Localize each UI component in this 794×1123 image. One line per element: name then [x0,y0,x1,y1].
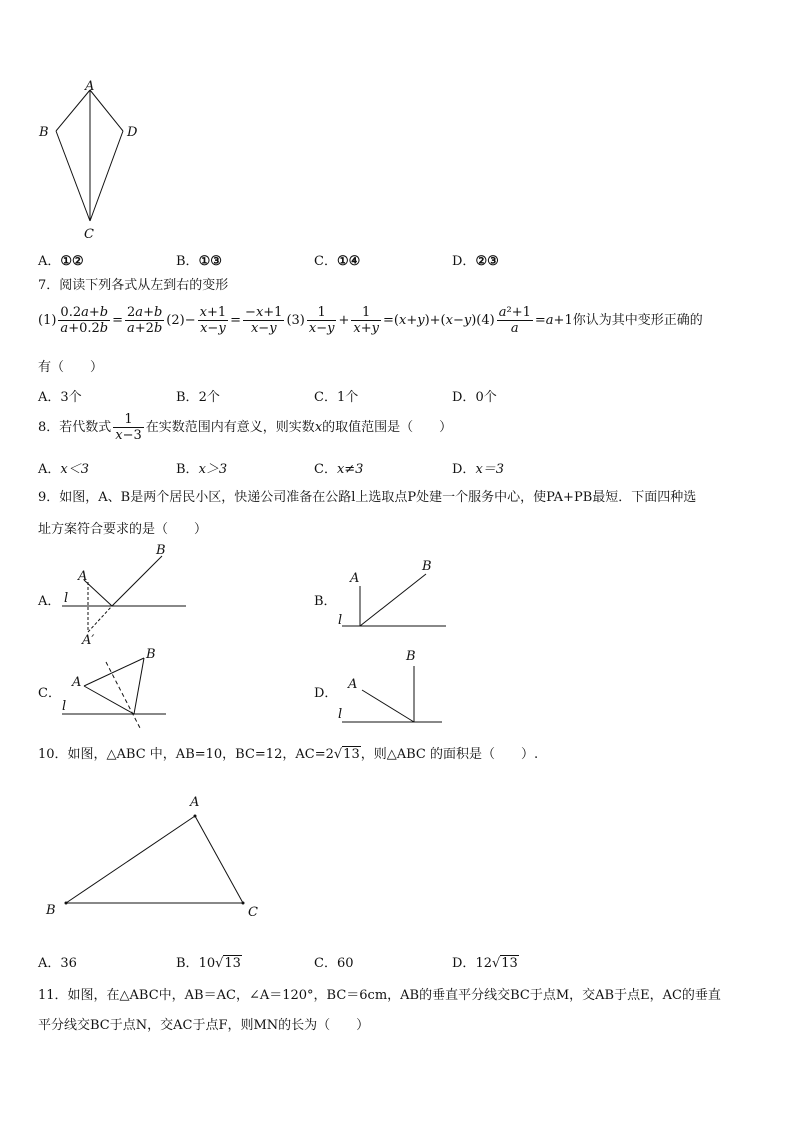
q9c-label-l: l [62,699,67,714]
q7-stem: 7．阅读下列各式从左到右的变形 [38,278,229,293]
q9c-label-b: B [146,647,156,662]
q6-option-d[interactable]: D．②③ [452,254,499,269]
q10-label-c: C [248,905,258,920]
q9b-label-l: l [338,613,343,628]
q7-option-d[interactable]: D．0个 [452,390,497,405]
q10-option-b[interactable]: B．10√13 [176,956,241,971]
q9a-label-l: l [64,591,69,606]
q9c-label-a: A [72,675,82,690]
kite-label-c: C [84,227,94,242]
kite-edge-bc [56,131,90,221]
kite-label-a: A [85,79,95,94]
q9-figure-d [336,644,446,728]
kite-edge-ad [90,90,123,131]
q7-formula-tail: 你认为其中变形正确的 [572,313,703,328]
q7-option-b[interactable]: B．2个 [176,390,220,405]
q9-option-c[interactable]: C． [38,686,61,701]
q6-option-c[interactable]: C．①④ [314,254,361,269]
q10-edge-ab [66,816,195,903]
q9d-label-b: B [406,649,416,664]
q9b-label-b: B [422,559,432,574]
q8-option-b[interactable]: B．x＞3 [176,462,228,477]
q6-option-a[interactable]: A．①② [38,254,84,269]
q10-option-d[interactable]: D．12√13 [452,956,518,971]
q7-option-c[interactable]: C．1个 [314,390,359,405]
q8-stem: 8．若代数式 $\frac{1}{x-3}$ 在实数范围内有意义，则实数x的取值范围是（ ） [38,412,453,443]
q9-option-a[interactable]: A． [38,594,61,609]
q8-fraction: $\frac{1}{x-3}$ [115,412,142,443]
q9a-label-a: A [78,569,88,584]
q10-stem: 10．如图，△ABC 中，AB=10，BC=12，AC=2√13，则△ABC 的面积是（ ）. [38,747,539,762]
q9b-label-a: A [350,571,360,586]
q10-option-c[interactable]: C．60 [314,956,354,971]
q10-label-b: B [46,903,56,918]
kite-label-d: D [127,125,138,140]
q9-figure-c [58,644,170,730]
q7-option-a[interactable]: A．3个 [38,390,82,405]
q9-option-b[interactable]: B． [314,594,337,609]
q7-stem-end: 有（ ） [38,360,104,375]
q7-formula-line: (1) $\frac{0.2a+b}{a+0.2b}$ = $\frac{2a+b}{a+2b}$ (2)− $\frac{x+1}{x-y}$ = $\frac{-x+1}{x-y}$ (3) $\frac{1}{x-y}$ + $\frac{1}{x+y}$ =(x+y)+(x−y)(4) $\frac{\text{a²+1}}{a}$ =a+1你认为其中变形正确的 [38,305,703,336]
q10-triangle-figure [40,790,270,926]
q10-edge-ac [195,816,243,903]
q9-stem-line1: 9．如图，A、B是两个居民小区，快递公司准备在公路l上选取点P处建一个服务中心，使PA+PB最短．下面四种选 [38,490,697,505]
q6-option-b[interactable]: B．①③ [176,254,222,269]
kite-label-b: B [39,125,49,140]
q9-option-d[interactable]: D． [314,686,338,701]
q8-option-a[interactable]: A．x＜3 [38,462,89,477]
q9d-label-a: A [348,677,358,692]
q11-stem-line2: 平分线交BC于点N，交AC于点F，则MN的长为（ ） [38,1018,370,1033]
kite-edge-ab [56,90,90,131]
q10-option-a[interactable]: A．36 [38,956,77,971]
q9-figure-a [58,540,190,650]
q11-stem-line1: 11．如图，在△ABC中，AB＝AC，∠A＝120°，BC＝6cm，AB的垂直平分线交BC于点M，交AB于点E，AC的垂直 [38,988,721,1003]
q8-option-c[interactable]: C．x≠3 [314,462,364,477]
q9a-label-b: B [156,543,166,558]
kite-edge-dc [90,131,123,221]
q9-figure-b [336,556,450,632]
q9a-label-aprime: A′ [82,633,95,648]
q6-kite-figure [36,78,146,243]
q8-option-d[interactable]: D．x＝3 [452,462,505,477]
q9d-label-l: l [338,707,343,722]
q10-label-a: A [190,795,200,810]
q9-stem-line2: 址方案符合要求的是（ ） [38,522,208,537]
